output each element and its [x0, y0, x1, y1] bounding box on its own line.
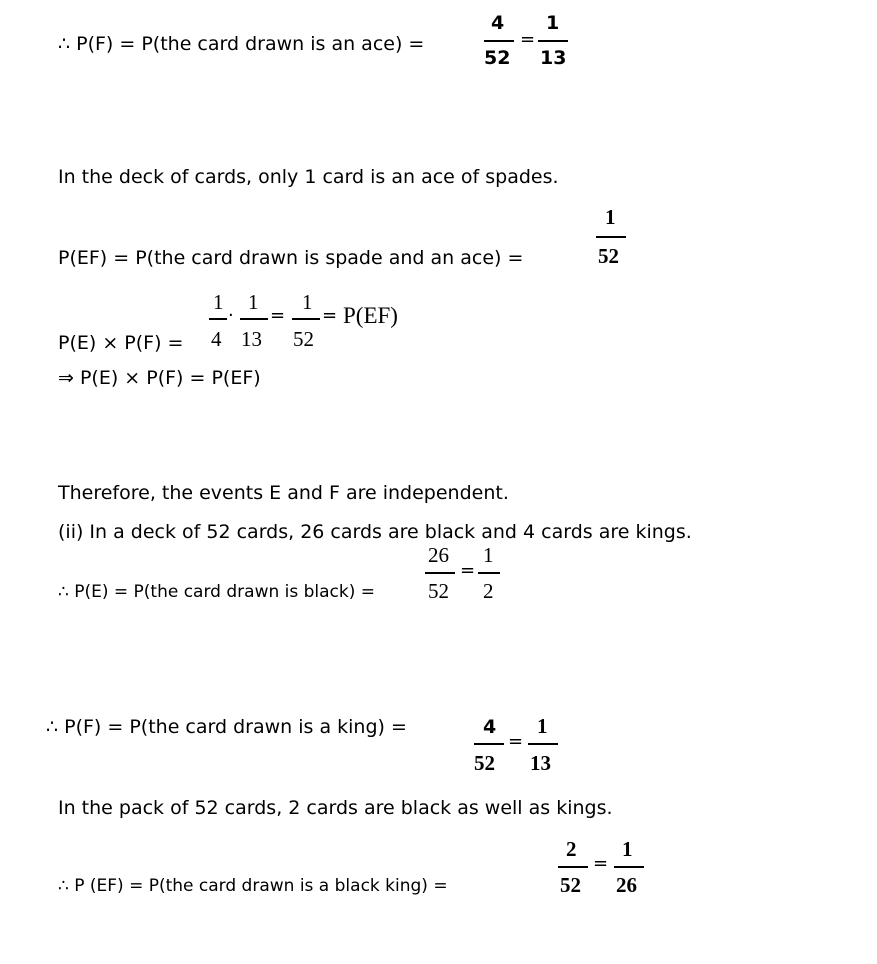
- equals-sign: =: [322, 305, 338, 326]
- frac-den: 52: [474, 751, 495, 775]
- frac-bar: [292, 318, 320, 320]
- eq-pe-black: ∴ P(E) = P(the card drawn is black) =: [58, 582, 376, 602]
- eq-implies: ⇒ P(E) × P(F) = P(EF): [58, 367, 261, 389]
- equals-sign: =: [520, 29, 536, 50]
- text-independent: Therefore, the events E and F are independent.: [58, 482, 509, 504]
- equals-sign: =: [460, 560, 476, 581]
- equals-sign: =: [508, 731, 524, 752]
- frac-bar: [538, 40, 568, 42]
- frac-den: 52: [560, 873, 581, 897]
- frac-bar: [474, 743, 504, 745]
- eq-pef-spade-ace: P(EF) = P(the card drawn is spade and an ace) =: [58, 247, 524, 269]
- frac-num: 1: [546, 12, 560, 34]
- frac-den: 13: [241, 327, 262, 351]
- frac-num: 1: [537, 714, 548, 738]
- frac-den: 13: [540, 47, 567, 69]
- frac-den: 13: [530, 751, 551, 775]
- frac-num: 4: [491, 12, 505, 34]
- text-part-ii: (ii) In a deck of 52 cards, 26 cards are black and 4 cards are kings.: [58, 521, 692, 543]
- frac-den: 52: [484, 47, 511, 69]
- rhs-pef: P(EF): [343, 303, 398, 328]
- frac-num: 1: [605, 205, 616, 229]
- frac-den: 52: [293, 327, 314, 351]
- frac-num: 1: [622, 837, 633, 861]
- frac-bar: [558, 866, 588, 868]
- frac-den: 52: [598, 244, 619, 268]
- eq-pf-king: ∴ P(F) = P(the card drawn is a king) =: [46, 716, 407, 738]
- frac-den: 52: [428, 579, 449, 603]
- frac-num: 2: [566, 837, 577, 861]
- text-ace-of-spades: In the deck of cards, only 1 card is an ace of spades.: [58, 166, 559, 188]
- frac-den: 26: [616, 873, 637, 897]
- frac-num: 1: [248, 290, 259, 314]
- equals-sign: =: [593, 853, 609, 874]
- frac-num: 1: [483, 543, 494, 567]
- text-black-kings: In the pack of 52 cards, 2 cards are black as well as kings.: [58, 797, 613, 819]
- frac-bar: [425, 572, 455, 574]
- frac-num: 4: [483, 716, 497, 738]
- eq-pe-times-pf: P(E) × P(F) =: [58, 332, 184, 354]
- frac-bar: [596, 236, 626, 238]
- dot-sign: ·: [228, 305, 234, 326]
- equals-sign: =: [270, 305, 286, 326]
- eq-pf-ace: ∴ P(F) = P(the card drawn is an ace) =: [58, 33, 425, 55]
- frac-den: 2: [483, 579, 494, 603]
- frac-bar: [478, 572, 500, 574]
- frac-bar: [484, 40, 514, 42]
- frac-bar: [528, 743, 558, 745]
- frac-den: 4: [211, 327, 222, 351]
- frac-bar: [209, 318, 227, 320]
- frac-num: 1: [213, 290, 224, 314]
- frac-bar: [240, 318, 268, 320]
- eq-pef-black-king: ∴ P (EF) = P(the card drawn is a black king) =: [58, 876, 448, 896]
- frac-bar: [614, 866, 644, 868]
- frac-num: 26: [428, 543, 449, 567]
- frac-num: 1: [302, 290, 313, 314]
